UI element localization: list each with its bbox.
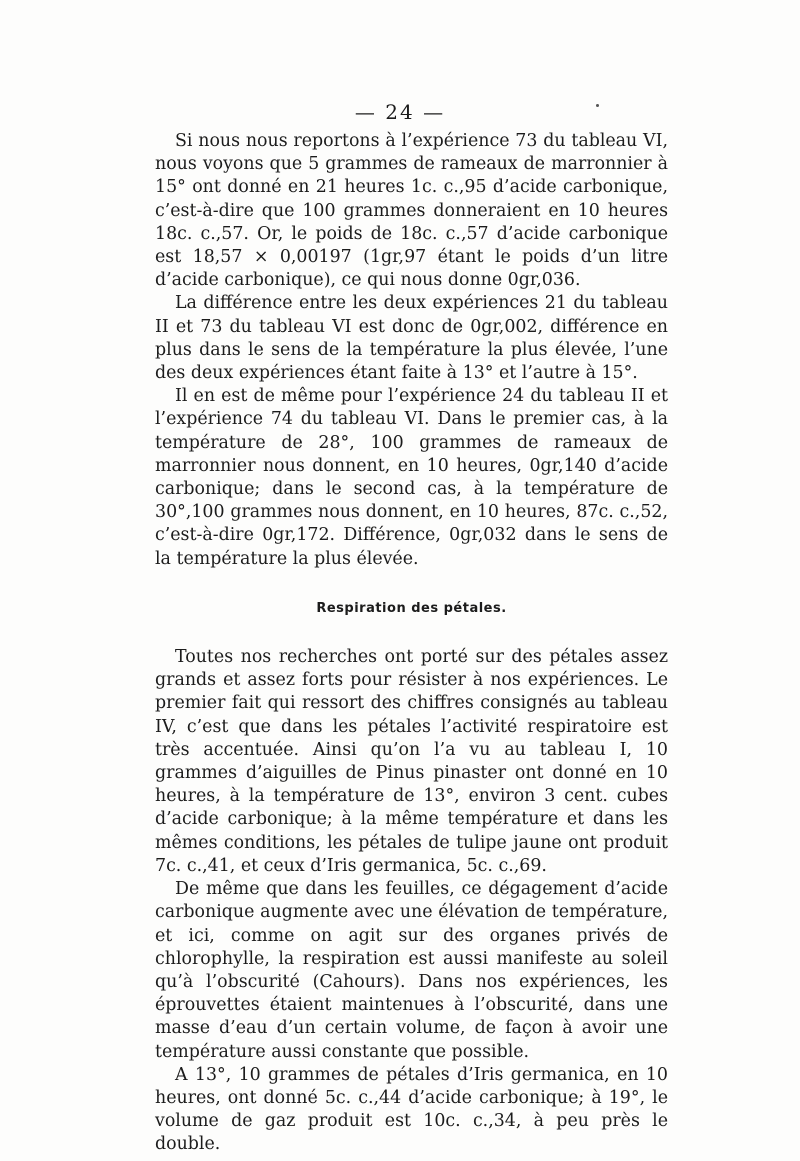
paragraph-6: A 13°, 10 grammes de pétales d’Iris germanica, en 10 heures, ont donné 5c. c.,44 d’acide carbonique; à 19°, le volume de gaz produit est 10c. c.,34, à peu près le double. [155,1064,668,1155]
paragraph-2: La différence entre les deux expériences 21 du tableau II et 73 du tableau VI est donc de 0gr,002, différence en plus dans le sens de la température la plus élevée, l’une des deux expériences étant faite à 13° et l’autre à 15°. [155,293,668,384]
section-heading: Respiration des pétales. [316,600,507,616]
paragraph-1: Si nous nous reportons à l’expérience 73 du tableau VI, nous voyons que 5 grammes de rameaux de marronnier à 15° ont donné en 21 heures 1c. c.,95 d’acide carbonique, c’est-à-dire que 100 grammes donneraient en 10 heures 18c. c.,57. Or, le poids de 18c. c.,57 d’acide carbonique est 18,57 × 0,00197 (1gr,97 étant le poids d’un litre d’acide carbonique), ce qui nous donne 0gr,036. [155,131,668,291]
body-text [155,130,668,1157]
page-number: — 24 — [354,100,446,124]
paragraph-4: Toutes nos recherches ont porté sur des pétales assez grands et assez forts pour résister à nos expériences. Le premier fait qui ressort des chiffres consignés au tableau IV, c’est que dans les pétales l’activité respiratoire est très accentuée. Ainsi qu’on l’a vu au tableau I, 10 grammes d’aiguilles de Pinus pinaster ont donné en 10 heures, à la température de 13°, environ 3 cent. cubes d’acide carbonique; à la même température et dans les mêmes conditions, les pétales de tulipe jaune ont produit 7c. c.,41, et ceux d’Iris germanica, 5c. c.,69. [155,647,668,876]
paragraph-5: De même que dans les feuilles, ce dégagement d’acide carbonique augmente avec une élévation de température, et ici, comme on agit sur des organes privés de chlorophylle, la respiration est aussi manifeste au soleil qu’à l’obscurité (Cahours). Dans nos expériences, les éprouvettes étaient maintenues à l’obscurité, dans une masse d’eau d’un certain volume, de façon à avoir une température aussi constante que possible. [155,879,668,1062]
paragraph-3: Il en est de même pour l’expérience 24 du tableau II et l’expérience 74 du tableau VI. Dans le premier cas, à la température de 28°, 100 grammes de rameaux de marronnier nous donnent, en 10 heures, 0gr,140 d’acide carbonique; dans le second cas, à la température de 30°,100 grammes nous donnent, en 10 heures, 87c. c.,52, c’est-à-dire 0gr,172. Différence, 0gr,032 dans le sens de la température la plus élevée. [155,386,668,569]
